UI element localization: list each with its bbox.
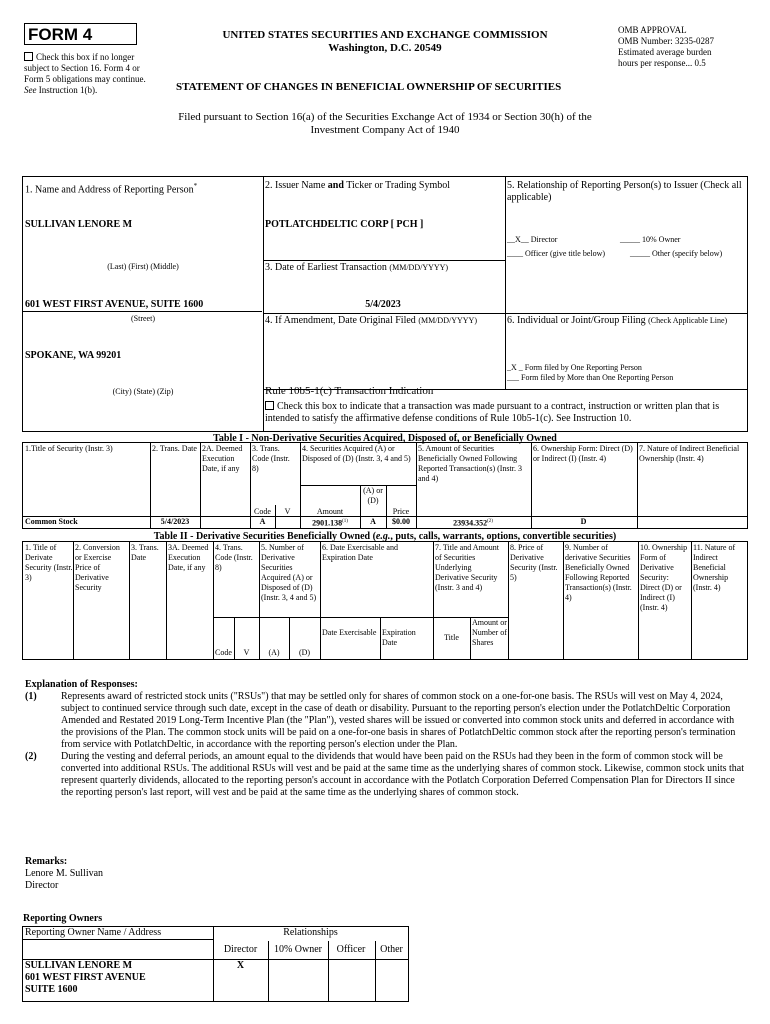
box5-label: 5. Relationship of Reporting Person(s) to Issuer (Check all applicable)	[507, 180, 742, 203]
omb-number: OMB Number: 3235-0287	[618, 36, 714, 46]
t1-row-owned-fn[interactable]: (2)	[487, 519, 493, 524]
issuer-name[interactable]: POTLATCHDELTIC CORP [ PCH ]	[265, 219, 424, 230]
section16-see: See	[24, 85, 37, 95]
t2-h-form: 10. Ownership Form of Derivative Security: Direct (D) or Indirect (I) (Instr. 4)	[640, 543, 688, 612]
t1-h-acquired: 4. Securities Acquired (A) or Disposed of (D) (Instr. 3, 4 and 5)	[302, 444, 411, 463]
earliest-transaction-date[interactable]: 5/4/2023	[365, 299, 401, 310]
t1-row-code: A	[259, 517, 266, 526]
t1-h-form: 6. Ownership Form: Direct (D) or Indirect (I) (Instr. 4)	[533, 444, 633, 463]
statement-title: STATEMENT OF CHANGES IN BENEFICIAL OWNERSHIP OF SECURITIES	[176, 81, 562, 93]
remarks-line2: Director	[25, 880, 59, 891]
footnote-2: (2) During the vesting and deferral periods, an amount equal to the dividends that would have been paid on the RSUs had they been in the form of common stock will be converted into additional RSUs. The additional RSUs will vest and be paid at the same time as the underlying shares of common stock. Likewise, common stock units that represent quarterly dividends, allocated to the reporting person's account in accordance with the Potlatch Corporation Deferred Compensation Plan for Directors II since the reporting person's last report, will vest and be paid at the same time as the underlying shares of common stock.	[25, 751, 745, 798]
t1-sub-price: Price	[392, 507, 410, 516]
t1-row-amount-fn[interactable]: (1)	[342, 519, 348, 524]
agency-line2: Washington, D.C. 20549	[328, 42, 442, 54]
box4-label: 4. If Amendment, Date Original Filed (MM/DD/YYYY)	[265, 315, 477, 326]
relationship-director[interactable]: __X__ Director	[507, 235, 558, 244]
owner-row-name: SULLIVAN LENORE M 601 WEST FIRST AVENUE SUITE 1600	[25, 960, 146, 995]
section16-checkbox-block[interactable]	[24, 52, 152, 96]
omb-approval	[618, 25, 748, 69]
t2-h-nature: 11. Nature of Indirect Beneficial Ownership (Instr. 4)	[693, 543, 736, 592]
filing-one-person[interactable]: _X _ Form filed by One Reporting Person	[507, 363, 642, 372]
relationship-ten-pct[interactable]: _____ 10% Owner	[620, 235, 681, 244]
t1-row-owned: 23934.352$^{(2)}$	[453, 518, 493, 528]
owners-col-ten-pct: 10% Owner	[273, 944, 323, 955]
section16-instr: Instruction 1(b).	[38, 85, 98, 95]
city-hint: (City) (State) (Zip)	[112, 387, 174, 396]
t2-sub-exp: Expiration Date	[382, 628, 416, 647]
relationship-officer[interactable]: ____ Officer (give title below)	[507, 249, 606, 258]
t2-sub-title: Title	[444, 633, 459, 642]
table2-title: Table II - Derivative Securities Beneficially Owned (e.g., puts, calls, warrants, options, convertible securities)	[153, 531, 617, 542]
t1-row-date: 5/4/2023	[160, 517, 190, 526]
t2-sub-amount: Amount or Number of Shares	[472, 618, 507, 647]
reporting-person-street[interactable]: 601 WEST FIRST AVENUE, SUITE 1600	[25, 299, 204, 310]
t1-h-code: 3. Trans. Code (Instr. 8)	[252, 444, 290, 473]
rule10b5-checkbox[interactable]	[265, 401, 274, 410]
street-hint: (Street)	[131, 314, 155, 323]
filed-pursuant: Filed pursuant to Section 16(a) of the Securities Exchange Act of 1934 or Section 30(h) of the Investment Company Act of 1940	[178, 111, 592, 136]
t1-h-deemed: 2A. Deemed Execution Date, if any	[202, 444, 243, 473]
owner-row-director: X	[236, 960, 245, 971]
form-title-box	[24, 23, 137, 45]
form-title: FORM 4	[28, 25, 93, 44]
t2-h-number: 5. Number of Derivative Securities Acquired (A) or Disposed of (D) (Instr. 3, 4 and 5)	[261, 543, 317, 602]
owners-col-relationships: Relationships	[283, 927, 338, 938]
t2-sub-d: (D)	[298, 648, 311, 657]
box1-label: 1. Name and Address of Reporting Person*	[25, 182, 198, 196]
t1-row-price: $0.00	[392, 517, 410, 526]
t2-h-deemed: 3A. Deemed Execution Date, if any	[168, 543, 209, 572]
rule10b5-text: Check this box to indicate that a transaction was made pursuant to a contract, instruction or written plan that is intended to satisfy the affirmative defense conditions of Rule 10b5-1(c). See Instruction 10.	[265, 401, 720, 424]
t1-sub-code: Code	[254, 507, 271, 516]
section16-checkbox[interactable]	[24, 52, 33, 61]
footnote-1: (1) Represents award of restricted stock units ("RSUs") that may be settled only for shares of common stock on a one-for-one basis. The RSUs will vest on May 4, 2024, subject to continued service through such date, except in the case of death or disability. Pursuant to the reporting person's election under the PotlatchDeltic Corporation Amended and Restated 2019 Long-Term Incentive Plan (the "Plan"), vested shares will be issued or converted into common stock units and deferred in accordance with the provisions of the Plan. The common stock units will be paid on a one-for-one basis in shares of PotlatchDeltic common stock after the reporting person's termination from service with PotlatchDeltic, in accordance with the reporting person's election under the Plan.	[25, 691, 736, 750]
explanation-title: Explanation of Responses:	[25, 679, 138, 690]
omb-burden-line1: Estimated average burden	[618, 47, 712, 57]
table1-title: Table I - Non-Derivative Securities Acquired, Disposed of, or Beneficially Owned	[213, 433, 557, 444]
omb-burden-line2: hours per response... 0.5	[618, 58, 706, 68]
t1-sub-ad: (A) or (D)	[363, 486, 383, 505]
owners-col-officer: Officer	[336, 944, 366, 955]
t2-sub-a: (A)	[268, 648, 280, 657]
remarks-title: Remarks:	[25, 856, 68, 867]
box2-label: 2. Issuer Name and Ticker or Trading Symbol	[265, 180, 451, 191]
reporting-person-name[interactable]: SULLIVAN LENORE M	[25, 219, 133, 230]
box6-label: 6. Individual or Joint/Group Filing (Check Applicable Line)	[507, 315, 728, 326]
owners-col-name: Reporting Owner Name / Address	[25, 927, 162, 938]
rule10b5-block[interactable]	[265, 401, 745, 425]
omb-title: OMB APPROVAL	[618, 25, 687, 35]
box3-label: 3. Date of Earliest Transaction (MM/DD/YYYY)	[265, 262, 449, 273]
filing-multiple-persons[interactable]: ___ Form filed by More than One Reporting Person	[507, 373, 674, 382]
t1-row-amount: 2901.138$^{(1)}$	[312, 518, 348, 528]
t2-sub-code: Code	[215, 648, 232, 657]
relationship-other[interactable]: _____ Other (specify below)	[630, 249, 723, 258]
t1-h-title: 1.Title of Security (Instr. 3)	[25, 444, 113, 453]
t1-h-date: 2. Trans. Date	[152, 444, 197, 453]
t2-h-owned: 9. Number of derivative Securities Beneficially Owned Following Reported Transaction(s) (Instr. 4)	[565, 543, 632, 602]
remarks	[25, 856, 103, 892]
t2-h-conversion: 2. Conversion or Exercise Price of Derivative Security	[75, 543, 120, 592]
section16-text: Check this box if no longer subject to Section 16. Form 4 or Form 5 obligations may continue.	[24, 52, 146, 84]
t2-h-date: 3. Trans. Date	[131, 543, 159, 562]
owners-col-other: Other	[380, 944, 403, 955]
t1-h-nature: 7. Nature of Indirect Beneficial Ownership (Instr. 4)	[639, 444, 740, 463]
owners-col-director: Director	[223, 944, 258, 955]
agency-name	[160, 29, 610, 55]
agency-line1: UNITED STATES SECURITIES AND EXCHANGE COMMISSION	[222, 29, 548, 41]
t1-row-form: D	[580, 517, 587, 526]
rule10b5-title: Rule 10b5-1(c) Transaction Indication	[265, 385, 434, 397]
reporting-person-city[interactable]: SPOKANE, WA 99201	[25, 350, 122, 361]
t2-h-exercisable: 6. Date Exercisable and Expiration Date	[322, 543, 398, 562]
explanation-list	[25, 691, 747, 799]
box1-label-mark: *	[193, 182, 198, 190]
t2-h-price: 8. Price of Derivative Security (Instr. 5)	[510, 543, 558, 582]
t2-h-code: 4. Trans. Code (Instr. 8)	[215, 543, 253, 572]
t2-sub-date-ex: Date Exercisable	[322, 628, 377, 637]
t2-sub-v: V	[243, 648, 250, 657]
t1-sub-amount: Amount	[316, 507, 344, 516]
name-hint: (Last) (First) (Middle)	[107, 262, 179, 271]
t1-sub-v: V	[284, 507, 291, 516]
t1-row-title: Common Stock	[25, 517, 78, 526]
owners-title: Reporting Owners	[23, 913, 103, 924]
t1-row-ad: A	[370, 517, 376, 526]
t1-h-owned: 5. Amount of Securities Beneficially Owned Following Reported Transaction(s) (Instr. 3 and 4)	[418, 444, 522, 483]
t2-h-title: 1. Title of Derivate Security (Instr. 3)	[25, 543, 73, 582]
t2-h-underlying: 7. Title and Amount of Securities Underlying Derivative Security (Instr. 3 and 4)	[435, 543, 500, 592]
remarks-line1: Lenore M. Sullivan	[25, 868, 104, 879]
